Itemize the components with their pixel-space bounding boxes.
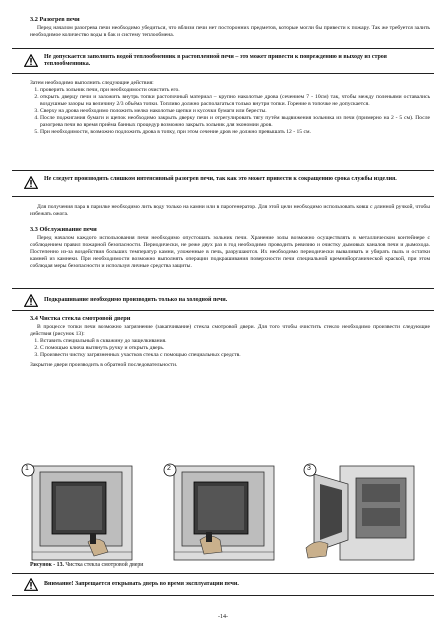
list-item: 2. С помощью ключа вытянуть ручку и открыть дверь. [40,345,430,352]
list-item: 1. Вставить специальный в скважину до защелкивания. [40,338,430,345]
warning-triangle-icon [24,294,38,307]
list-item: 3. Сверху на дрова необходимо положить мелко наколотые щепки и кусочки бумаги или бересты. [40,108,430,115]
door-illustration-1 [18,462,134,562]
paragraph-glass-cleaning: В процессе топки печи возможно загрязнение (закапчивание) стекла смотровой двери. Для того чтобы очистить стекло необходимо произвести следующие действия (рисунок 13): [30,324,430,337]
figure-caption [30,562,143,568]
figure-caption-text: Чистка стекла смотровой двери [65,562,144,568]
figure-panel-clean-glass [300,462,416,562]
section-heading-3-4: 3.4 Чистка стекла смотровой двери [30,315,131,322]
warning-triangle-icon [24,54,38,67]
divider [12,288,434,289]
paragraph-closing: Закрытие двери производить в обратной последовательности. [30,362,178,368]
glass-steps-list [30,338,430,359]
section-heading-3-2: 3.2 Разогрев печи [30,16,80,23]
preheat-steps-list [30,87,430,136]
paragraph-steam: Для получения пара в парилке необходимо лить воду только на камни или в парогенератор. Для этой цели необходимо использовать ковш с длинной ручкой, чтобы избежать ожога. [30,204,430,217]
warning-text: Не следует производить слишком интенсивный разогрев печи, так как это может привести к сокращению срока службы изделия. [44,176,397,182]
list-item: 2. открыть дверцу печи и заложить внутрь топки растопочный материал – крупно наколотые дрова (сечением 7 - 10см) так, чтобы между поленьями оставались воздушные зазоры на величину 2/3 объёма топки. Топливо должно располагаться только внутри топки. Горение в топочке не допускается. [40,94,430,108]
divider [12,73,434,74]
divider [12,48,434,49]
step-badge: 3 [307,465,311,472]
paragraph-preheat-intro: Перед началом разогрева печи необходимо убедиться, что вблизи печи нет посторонних предметов, которые могли бы привести к пожару. Так же требуется залить необходимое количество воды в бак и систему теплообмена. [30,25,430,38]
divider [12,196,434,197]
warning-triangle-icon [24,176,38,189]
section-heading-3-3: 3.3 Обслуживание печи [30,226,97,233]
warning-text: Не допускается заполнять водой теплообменник в растопленной печи – это может привести к повреждению и выходу из строя теплообменника. [44,54,387,68]
step-badge: 2 [167,465,171,472]
door-illustration-3 [300,462,416,562]
warning-triangle-icon [24,578,38,591]
step-badge: 1 [25,465,29,472]
list-item: 5. При необходимости, возможно подложить дрова в топку, при этом сечение дров не должно превышать 12 - 15 см. [40,129,430,136]
warning-text: Подкрашивание необходимо производить только на холодной печи. [44,297,228,303]
page-number: -14- [218,614,228,620]
figure-panel-insert-key [18,462,134,562]
list-item: 1. проверить зольник печи, при необходимости очистить его. [40,87,430,94]
divider [12,310,434,311]
warning-text: Внимание! Запрещается открывать дверь во время эксплуатации печи. [44,581,239,587]
list-item: 4. После поджигания бумаги и щепок необходимо закрыть дверку печи и отрегулировать тягу путём выдвижения зольника из печи (примерно на 2 - 5 см). После разогрева печи во время приёма банных процедур возможно закрыть зольник для экономии дров. [40,115,430,129]
divider [12,573,434,574]
list-item: 3. Произвести чистку загрязненных участков стекла с помощью специальных средств. [40,352,430,359]
divider [12,595,434,596]
door-illustration-2 [160,462,276,562]
paragraph-maintenance: Перед началом каждого использования печи необходимо опустошать зольник печи. Хранение золы возможно осуществлять в металлическом контейнере с соблюдением правил пожарной безопасности. Периодически, не реже двух раз в год необходимо проводить ревизию и очистку дымовых каналов печи и дымохода. Постепенно из-за воздействия больших температур камни, уложенные в печь, разрушаются. Их необходимо периодически вываливать и убирать пыль и остатки камней из камнеки. При необходимости возможно выполнять операции подкрашивания поверхности печи специальной кремнийорганической краской, при этом соблюдая меры безопасности и используя личные средства защиты. [30,235,430,269]
figure-panel-open-door [160,462,276,562]
paragraph-steps-intro: Затем необходимо выполнить следующие действия: [30,80,154,86]
figure-caption-label: Рисунок - 13. [30,562,64,568]
divider [12,170,434,171]
